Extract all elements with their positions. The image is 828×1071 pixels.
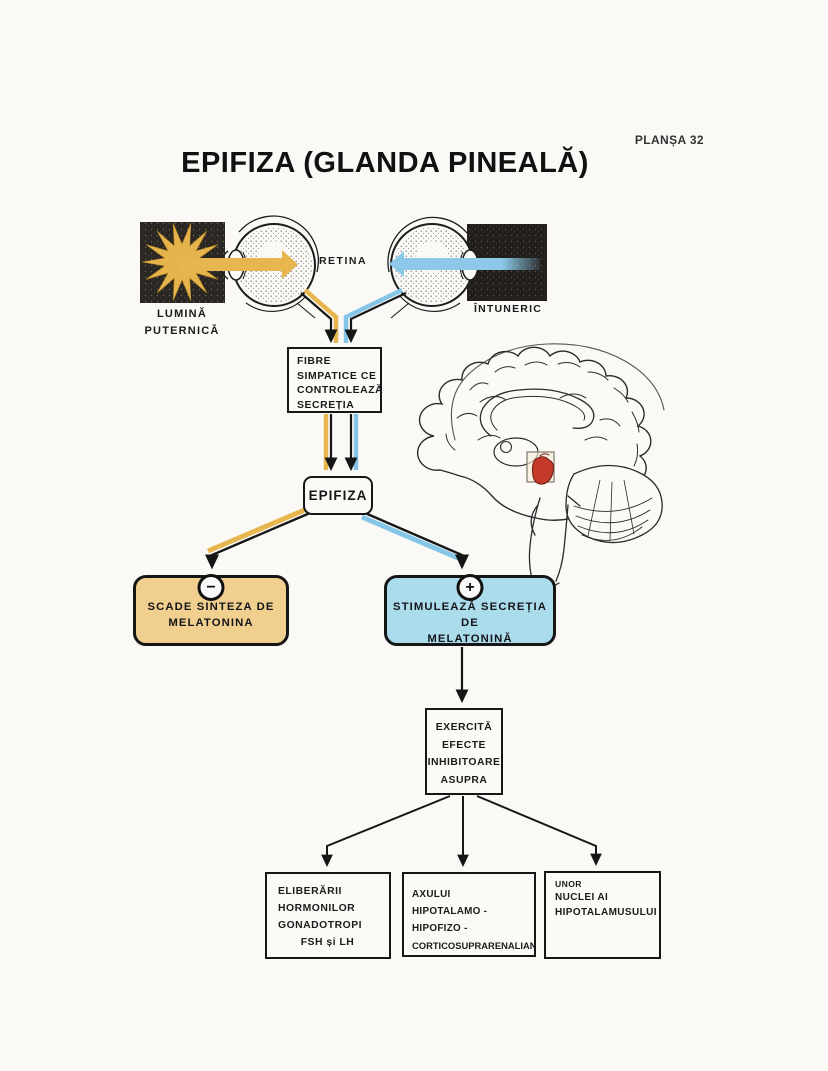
optic-nerve-dark — [346, 290, 406, 343]
bright-light-label — [128, 306, 236, 340]
hypothalamic-nuclei-target-box — [544, 871, 661, 959]
gonadotropin-target-box — [265, 872, 391, 959]
page-title: EPIFIZA (GLANDA PINEALĂ) — [181, 147, 589, 179]
plus-sign-icon: + — [457, 574, 484, 601]
fibre-line: CONTROLEAZĂ — [297, 385, 384, 397]
inhibitory-line: EFECTE — [442, 739, 486, 751]
inhibitory-line: EXERCITĂ — [435, 722, 493, 733]
fibre-line: SIMPATICE CE — [297, 370, 377, 382]
optic-nerve-light — [301, 290, 336, 343]
pineal-gland-highlight — [527, 452, 554, 484]
retina-label: RETINA — [318, 255, 368, 267]
gonadotropin-line: GONADOTROPI — [278, 920, 363, 931]
arrows-exercita-to-targets — [327, 796, 596, 865]
gonadotropin-line: FSH și LH — [300, 937, 355, 948]
stimulate-melatonin-box — [384, 575, 556, 646]
arrow-epifiza-to-stimuleaza — [362, 513, 462, 567]
decrease-melatonin-box — [133, 575, 289, 646]
epifiza-box: EPIFIZA — [303, 476, 373, 515]
minus-sign-icon: − — [198, 574, 225, 601]
arrow-epifiza-to-scade — [208, 509, 310, 567]
hpa-axis-target-box — [402, 872, 536, 957]
inhibitory-line: INHIBITOARE — [427, 757, 501, 768]
stimulate-line: MELATONINĂ — [427, 633, 513, 645]
fibre-line: FIBRE — [297, 356, 332, 367]
nuclei-line: NUCLEI AI — [555, 892, 609, 903]
darkness-label: ÎNTUNERIC — [474, 303, 542, 315]
bright-light-label-line2: PUTERNICĂ — [144, 325, 220, 337]
arrow-fibre-to-epifiza — [326, 414, 356, 470]
axis-line: HIPOTALAMO - — [412, 906, 488, 917]
inhibitory-effects-box — [425, 708, 503, 795]
axis-line: CORTICOSUPRARENALIAN — [412, 940, 537, 951]
inhibitory-line: ASUPRA — [440, 774, 488, 786]
decrease-line: MELATONINA — [168, 617, 254, 629]
decrease-line: SCADE SINTEZA DE — [147, 601, 275, 613]
bright-light-label-line1: LUMINĂ — [157, 308, 207, 320]
sympathetic-fibres-box — [287, 347, 382, 413]
axis-line: HIPOFIZO - — [412, 923, 468, 934]
gonadotropin-line: HORMONILOR — [278, 903, 356, 914]
axis-line: AXULUI — [412, 889, 451, 900]
fibre-line: SECREȚIA — [297, 399, 355, 411]
gonadotropin-line: ELIBERĂRII — [278, 886, 342, 897]
nuclei-line: HIPOTALAMUSULUI — [555, 907, 657, 918]
nuclei-line: UNOR — [555, 879, 582, 889]
plate-number-label: PLANȘA 32 — [634, 133, 704, 147]
stimulate-line: STIMULEAZĂ SECREȚIA DE — [393, 601, 547, 629]
